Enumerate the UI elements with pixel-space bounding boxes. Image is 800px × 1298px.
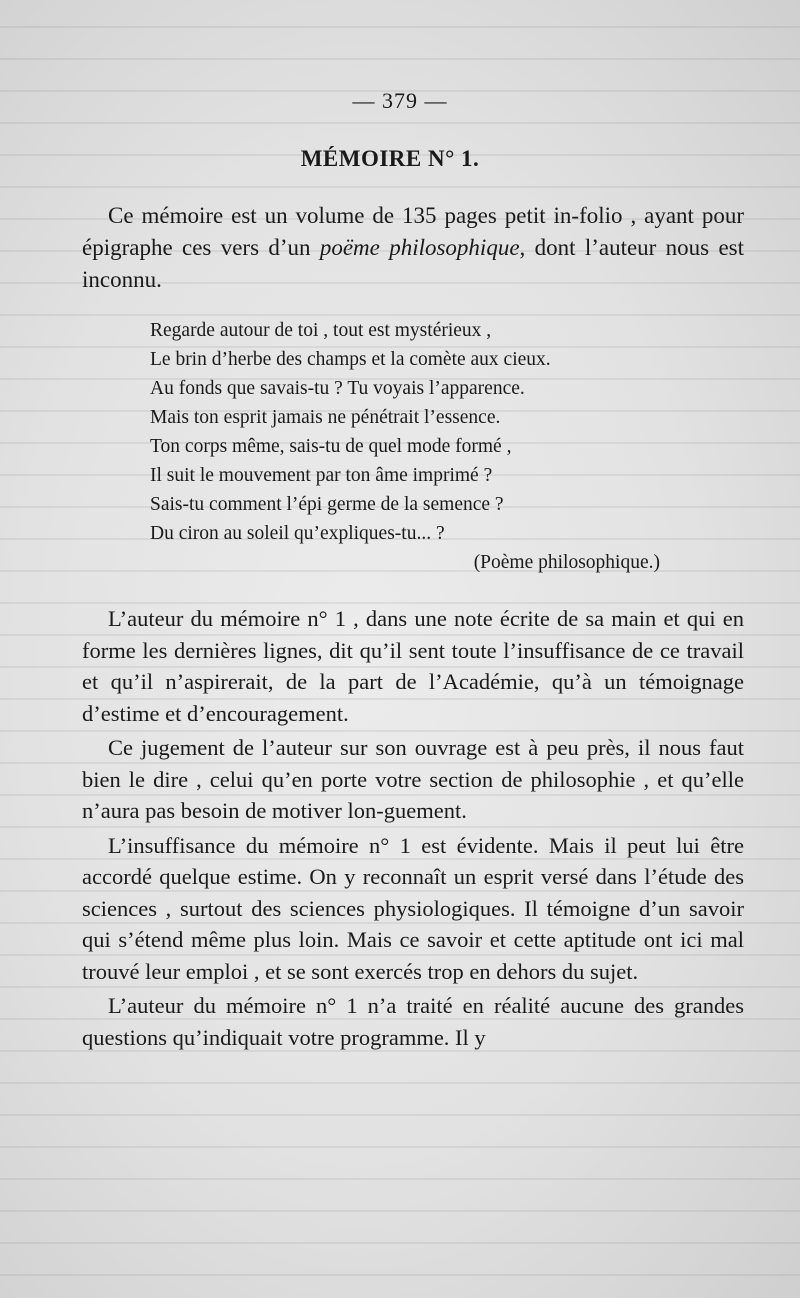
epigraph-poem — [150, 316, 660, 577]
intro-text-before: Ce mémoire est un volume de 135 pages petit in-folio , ayant pour épigraphe ces vers d’un — [82, 203, 744, 260]
poem-line: Le brin d’herbe des champs et la comète aux cieux. — [150, 349, 551, 370]
body-paragraph: L’auteur du mémoire n° 1 n’a traité en réalité aucune des grandes questions qu’indiquait votre programme. Il y — [82, 993, 744, 1050]
body-text — [82, 603, 744, 1053]
body-paragraph: L’insuffisance du mémoire n° 1 est évidente. Mais il peut lui être accordé quelque estime. On y reconnaît un esprit versé dans l’étude des sciences , surtout des sciences physiologiques. Il témoigne d’un savoir qui s’étend même plus loin. Mais ce savoir et cette aptitude ont ici mal trouvé leur emploi , et se sont exercés trop en dehors du sujet. — [82, 832, 744, 984]
body-paragraph: Ce jugement de l’auteur sur son ouvrage est à peu près, il nous faut bien le dire , celui qu’en porte votre section de philosophie , et qu’elle n’aura pas besoin de motiver lon-guement. — [82, 735, 744, 823]
poem-line: Il suit le mouvement par ton âme imprimé ? — [150, 465, 493, 486]
poem-line: Mais ton esprit jamais ne pénétrait l’essence. — [150, 407, 501, 428]
page-number: — 379 — — [352, 88, 448, 113]
poem-source: (Poème philosophique.) — [473, 552, 660, 573]
poem-line: Du ciron au soleil qu’expliques-tu... ? — [150, 523, 445, 544]
intro-italic-phrase: poëme philosophique — [319, 235, 520, 260]
section-heading: MÉMOIRE N° 1. — [300, 146, 480, 171]
poem-line: Sais-tu comment l’épi germe de la semence ? — [150, 494, 504, 515]
poem-line: Au fonds que savais-tu ? Tu voyais l’apparence. — [150, 378, 525, 399]
poem-line: Ton corps même, sais-tu de quel mode formé , — [150, 436, 512, 457]
body-paragraph: L’auteur du mémoire n° 1 , dans une note écrite de sa main et qui en forme les dernières lignes, dit qu’il sent toute l’insuffisance de ce travail et qu’il n’aspirerait, de la part de l’Académie, qu’à un témoignage d’estime et d’encouragement. — [82, 606, 744, 726]
intro-paragraph — [82, 200, 744, 296]
poem-line: Regarde autour de toi , tout est mystérieux , — [150, 320, 492, 341]
intro-text-after: , dont l’auteur nous est inconnu. — [82, 235, 744, 292]
